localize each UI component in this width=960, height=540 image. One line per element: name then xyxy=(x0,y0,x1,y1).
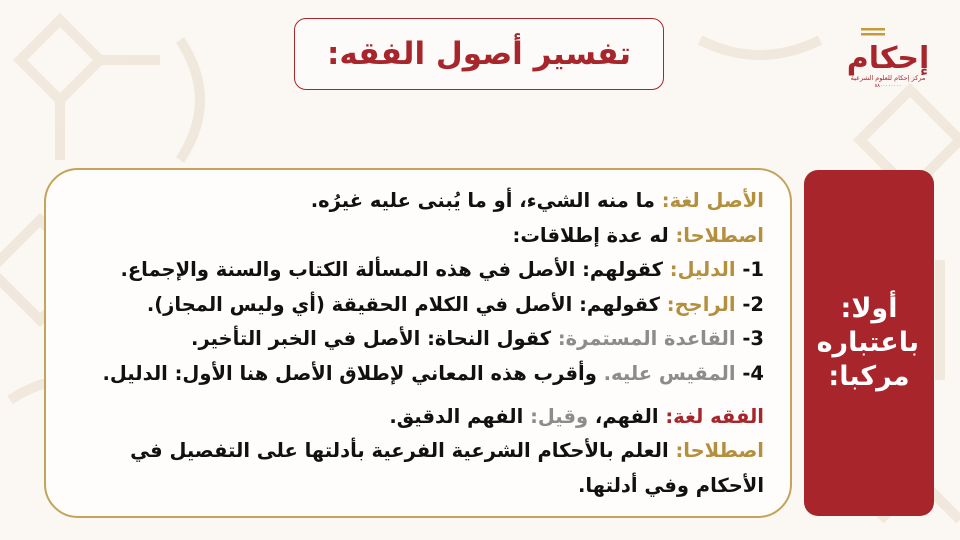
content-box xyxy=(44,168,792,518)
logo-mark-icon xyxy=(846,26,930,76)
item-number: 1- xyxy=(735,258,764,282)
fiqh-lugha-term: الفقه لغة: xyxy=(665,404,764,428)
item-number: 3- xyxy=(735,327,764,351)
logo-name: إحكام xyxy=(846,41,930,76)
content-text xyxy=(74,184,764,503)
logo-subtitle: مركز إحكام للعلوم الشرعية xyxy=(850,74,926,82)
asl-istilahan-intro: له عدة إطلاقات: xyxy=(512,223,676,247)
asl-lugha-def: ما منه الشيء، أو ما يُبنى عليه غيرُه. xyxy=(310,189,662,212)
item-term: الدليل: xyxy=(669,258,736,282)
item-text: كقول النحاة: الأصل في الخبر التأخير. xyxy=(191,327,558,351)
item-number: 4- xyxy=(735,361,764,385)
side-label-box xyxy=(804,170,934,516)
fiqh-lugha-def2: الفهم الدقيق. xyxy=(389,404,531,428)
asl-lugha-term: الأصل لغة: xyxy=(661,189,764,212)
title-box xyxy=(294,18,664,90)
item-text: وأقرب هذه المعاني لإطلاق الأصل هنا الأول: الدليل. xyxy=(102,361,604,385)
item-term: الراجح: xyxy=(666,292,736,316)
fiqh-istilahan-line xyxy=(74,434,764,503)
slide-title: تفسير أصول الفقه: xyxy=(326,36,632,72)
fiqh-lugha-def1: الفهم، xyxy=(588,404,666,428)
list-item xyxy=(74,288,764,323)
asl-lugha-line xyxy=(74,184,764,219)
fiqh-istilahan-term: اصطلاحا: xyxy=(675,439,764,463)
item-term: القاعدة المستمرة: xyxy=(557,327,736,351)
list-item xyxy=(74,253,764,288)
list-item xyxy=(74,357,764,392)
asl-istilahan-line xyxy=(74,219,764,254)
fiqh-istilahan-def: العلم بالأحكام الشرعية الفرعية بأدلتها على التفصيل في الأحكام وفي أدلتها. xyxy=(130,439,764,497)
list-item xyxy=(74,322,764,357)
item-number: 2- xyxy=(735,292,764,316)
fiqh-lugha-line xyxy=(74,400,764,435)
logo-number: ٨٨٠٠٠٠٠٠٠٠ xyxy=(874,83,902,89)
logo xyxy=(846,26,930,98)
side-label: أولا: باعتباره مركبا: xyxy=(816,293,919,392)
item-text: كقولهم: الأصل في الكلام الحقيقة (أي وليس المجاز). xyxy=(146,292,667,316)
item-text: كقولهم: الأصل في هذه المسألة الكتاب والسنة والإجماع. xyxy=(120,258,670,282)
asl-istilahan-term: اصطلاحا: xyxy=(675,223,764,247)
item-term: المقيس عليه. xyxy=(603,361,736,385)
fiqh-qila: وقيل: xyxy=(530,404,589,428)
